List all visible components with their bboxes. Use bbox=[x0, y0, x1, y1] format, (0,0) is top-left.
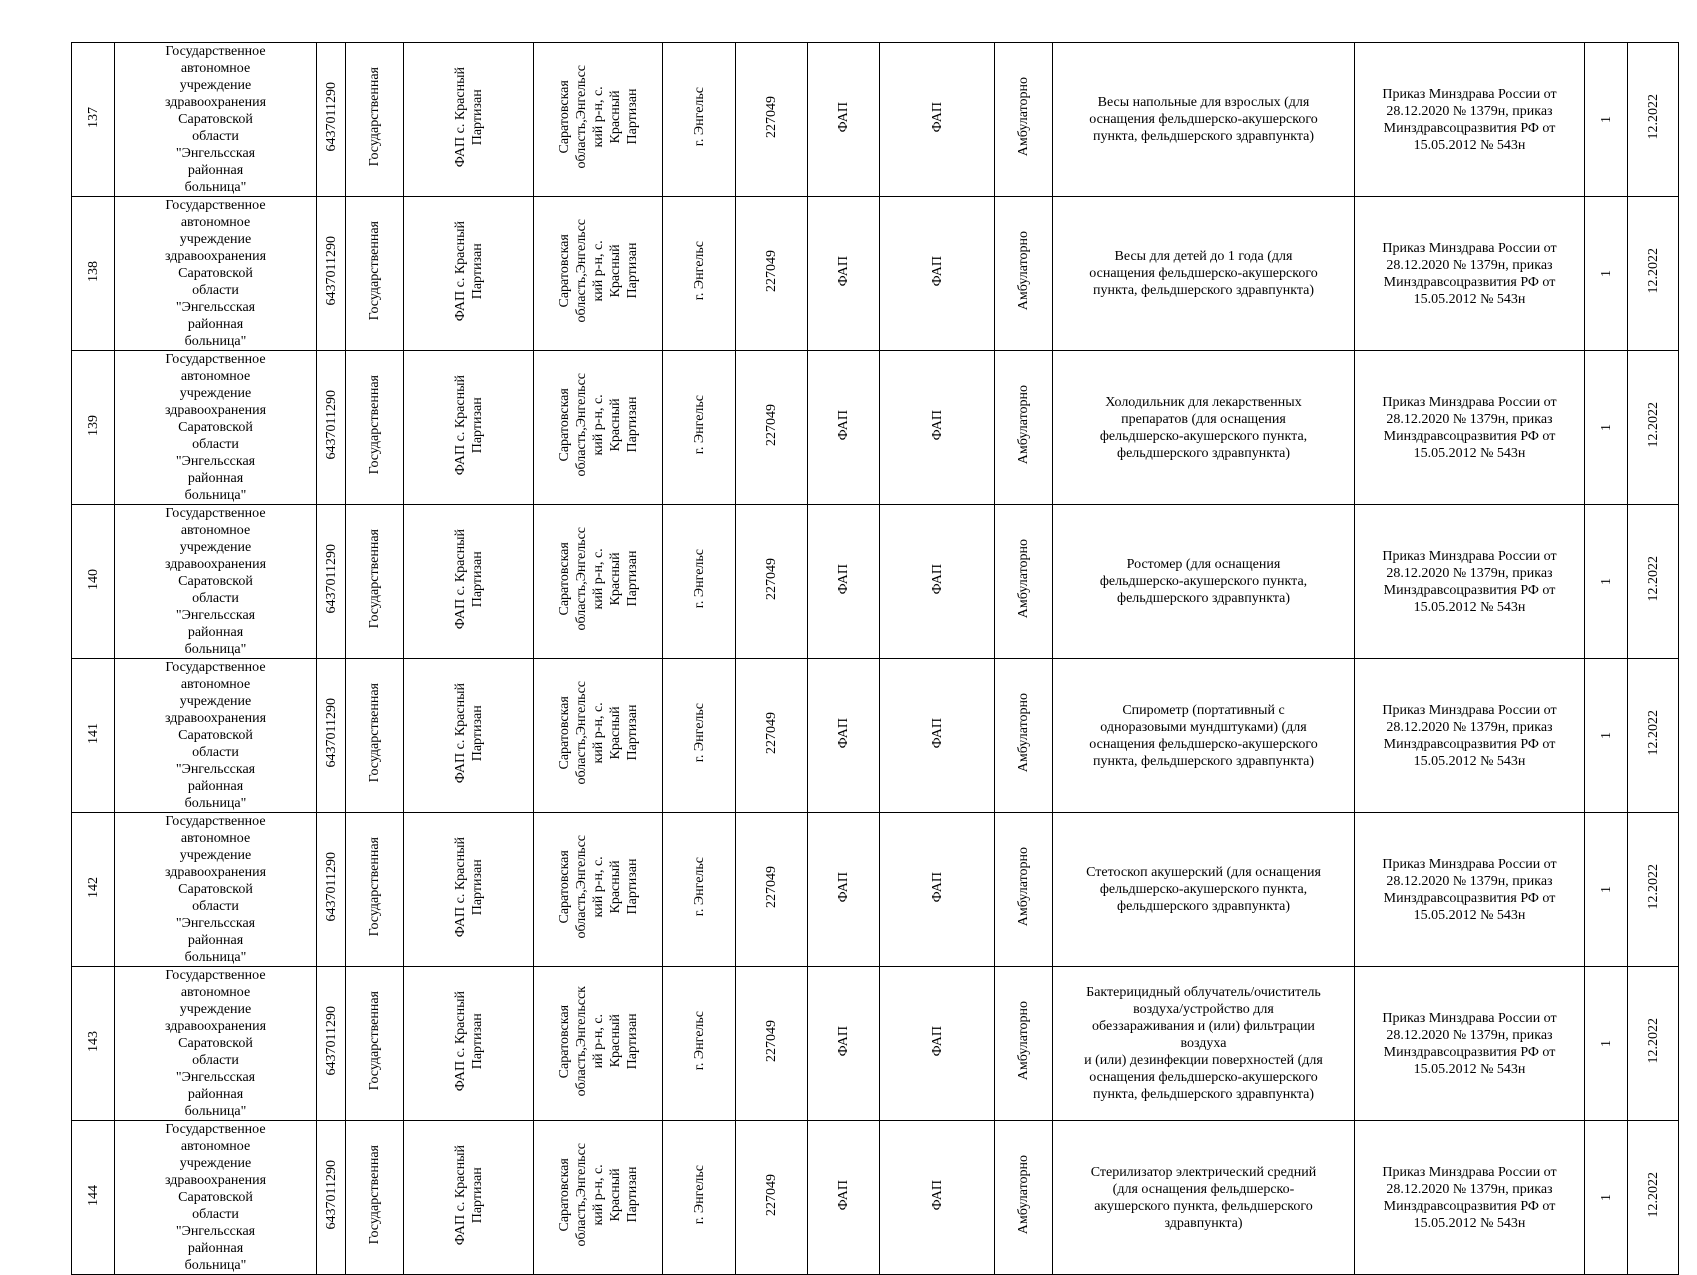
ownership-cell bbox=[346, 659, 404, 813]
code-cell bbox=[736, 659, 808, 813]
address: Саратовская область,Энгельсс кий р-н, с. Красный Партизан bbox=[556, 373, 640, 477]
equipment-name: Спирометр (портативный с одноразовыми мундштуками) (для оснащения фельдшерско-акушерского пункта, фельдшерского здравпункта) bbox=[1089, 702, 1318, 769]
type2-cell bbox=[880, 1121, 995, 1275]
type1-cell bbox=[808, 351, 880, 505]
care-cell bbox=[995, 197, 1053, 351]
care-form: Амбулаторно bbox=[1016, 231, 1031, 311]
inn-cell bbox=[317, 197, 346, 351]
ownership: Государственная bbox=[367, 1145, 382, 1245]
city: г. Энгельс bbox=[691, 549, 707, 609]
ownership: Государственная bbox=[367, 221, 382, 321]
row-number: 141 bbox=[85, 722, 101, 744]
row-number: 138 bbox=[85, 260, 101, 282]
inn-cell bbox=[317, 659, 346, 813]
qty-cell bbox=[1585, 197, 1628, 351]
qty-cell bbox=[1585, 43, 1628, 197]
facility-cell bbox=[404, 659, 534, 813]
order-cell bbox=[1355, 505, 1585, 659]
ownership-cell bbox=[346, 813, 404, 967]
quantity: 1 bbox=[1598, 732, 1614, 739]
equipment-table bbox=[71, 42, 1679, 1275]
type1-cell bbox=[808, 197, 880, 351]
date: 12.2022 bbox=[1645, 556, 1661, 602]
date-cell bbox=[1628, 197, 1679, 351]
table-row bbox=[72, 813, 1679, 967]
city-cell bbox=[663, 659, 736, 813]
regulation-order: Приказ Минздрава России от 28.12.2020 № 1379н, приказ Минздравсоцразвития РФ от 15.05.2012 № 543н bbox=[1382, 702, 1557, 769]
inn: 6437011290 bbox=[323, 236, 339, 306]
facility: ФАП с. Красный Партизан bbox=[452, 66, 485, 168]
type2-cell bbox=[880, 351, 995, 505]
facility: ФАП с. Красный Партизан bbox=[452, 374, 485, 476]
regulation-order: Приказ Минздрава России от 28.12.2020 № 1379н, приказ Минздравсоцразвития РФ от 15.05.2012 № 543н bbox=[1382, 1010, 1557, 1077]
type1: ФАП bbox=[836, 1179, 851, 1211]
qty-cell bbox=[1585, 351, 1628, 505]
code: 227049 bbox=[764, 1174, 779, 1216]
organization-name: Государственное автономное учреждение здравоохранения Саратовской области "Энгельсская районная больница" bbox=[164, 198, 267, 349]
care-cell bbox=[995, 813, 1053, 967]
inn: 6437011290 bbox=[323, 390, 339, 460]
row-number-cell bbox=[72, 813, 115, 967]
row-number-cell bbox=[72, 505, 115, 659]
organization-cell bbox=[115, 659, 317, 813]
type1: ФАП bbox=[836, 871, 851, 903]
organization-name: Государственное автономное учреждение здравоохранения Саратовской области "Энгельсская районная больница" bbox=[164, 1122, 267, 1273]
care-form: Амбулаторно bbox=[1016, 539, 1031, 619]
equipment-cell bbox=[1053, 967, 1355, 1121]
date: 12.2022 bbox=[1645, 1172, 1661, 1218]
inn: 6437011290 bbox=[323, 1160, 339, 1230]
date-cell bbox=[1628, 813, 1679, 967]
address: Саратовская область,Энгельсс кий р-н, с. Красный Партизан bbox=[556, 219, 640, 323]
facility-cell bbox=[404, 351, 534, 505]
city: г. Энгельс bbox=[691, 703, 707, 763]
city-cell bbox=[663, 197, 736, 351]
type2-cell bbox=[880, 197, 995, 351]
regulation-order: Приказ Минздрава России от 28.12.2020 № 1379н, приказ Минздравсоцразвития РФ от 15.05.2012 № 543н bbox=[1382, 240, 1557, 307]
city: г. Энгельс bbox=[691, 87, 707, 147]
city: г. Энгельс bbox=[691, 857, 707, 917]
equipment-name: Стерилизатор электрический средний (для оснащения фельдшерско- акушерского пункта, фельдшерского здравпункта) bbox=[1090, 1164, 1317, 1231]
type2: ФАП bbox=[929, 717, 945, 749]
code: 227049 bbox=[764, 866, 779, 908]
date-cell bbox=[1628, 967, 1679, 1121]
date: 12.2022 bbox=[1645, 248, 1661, 294]
type1-cell bbox=[808, 967, 880, 1121]
qty-cell bbox=[1585, 505, 1628, 659]
code-cell bbox=[736, 1121, 808, 1275]
ownership-cell bbox=[346, 43, 404, 197]
equipment-cell bbox=[1053, 197, 1355, 351]
table-row bbox=[72, 967, 1679, 1121]
type2-cell bbox=[880, 813, 995, 967]
date-cell bbox=[1628, 351, 1679, 505]
equipment-cell bbox=[1053, 505, 1355, 659]
city: г. Энгельс bbox=[691, 395, 707, 455]
address-cell bbox=[534, 813, 663, 967]
date-cell bbox=[1628, 505, 1679, 659]
facility-cell bbox=[404, 813, 534, 967]
table-row bbox=[72, 505, 1679, 659]
row-number-cell bbox=[72, 43, 115, 197]
ownership-cell bbox=[346, 351, 404, 505]
care-form: Амбулаторно bbox=[1016, 1155, 1031, 1235]
type1: ФАП bbox=[836, 255, 851, 287]
organization-name: Государственное автономное учреждение здравоохранения Саратовской области "Энгельсская районная больница" bbox=[164, 506, 267, 657]
qty-cell bbox=[1585, 813, 1628, 967]
row-number-cell bbox=[72, 351, 115, 505]
equipment-name: Весы для детей до 1 года (для оснащения фельдшерско-акушерского пункта, фельдшерского здравпункта) bbox=[1089, 249, 1318, 298]
table-row bbox=[72, 659, 1679, 813]
date-cell bbox=[1628, 1121, 1679, 1275]
organization-cell bbox=[115, 1121, 317, 1275]
row-number: 137 bbox=[85, 106, 101, 128]
facility-cell bbox=[404, 967, 534, 1121]
date: 12.2022 bbox=[1645, 710, 1661, 756]
order-cell bbox=[1355, 351, 1585, 505]
organization-name: Государственное автономное учреждение здравоохранения Саратовской области "Энгельсская районная больница" bbox=[164, 968, 267, 1119]
inn-cell bbox=[317, 1121, 346, 1275]
regulation-order: Приказ Минздрава России от 28.12.2020 № 1379н, приказ Минздравсоцразвития РФ от 15.05.2012 № 543н bbox=[1382, 856, 1557, 923]
equipment-cell bbox=[1053, 659, 1355, 813]
quantity: 1 bbox=[1598, 578, 1614, 585]
ownership-cell bbox=[346, 1121, 404, 1275]
code: 227049 bbox=[764, 1020, 779, 1062]
address-cell bbox=[534, 1121, 663, 1275]
type2: ФАП bbox=[929, 1179, 945, 1211]
order-cell bbox=[1355, 1121, 1585, 1275]
type2: ФАП bbox=[929, 101, 945, 133]
care-form: Амбулаторно bbox=[1016, 847, 1031, 927]
address-cell bbox=[534, 197, 663, 351]
date: 12.2022 bbox=[1645, 94, 1661, 140]
inn-cell bbox=[317, 967, 346, 1121]
code-cell bbox=[736, 813, 808, 967]
qty-cell bbox=[1585, 1121, 1628, 1275]
type1: ФАП bbox=[836, 717, 851, 749]
address: Саратовская область,Энгельсс кий р-н, с. Красный Партизан bbox=[556, 835, 640, 939]
code-cell bbox=[736, 197, 808, 351]
ownership-cell bbox=[346, 505, 404, 659]
city-cell bbox=[663, 1121, 736, 1275]
organization-cell bbox=[115, 197, 317, 351]
facility: ФАП с. Красный Партизан bbox=[452, 836, 485, 938]
inn-cell bbox=[317, 351, 346, 505]
type1: ФАП bbox=[836, 563, 851, 595]
quantity: 1 bbox=[1598, 1040, 1614, 1047]
organization-cell bbox=[115, 967, 317, 1121]
equipment-name: Холодильник для лекарственных препаратов (для оснащения фельдшерско-акушерского пункта, фельдшерского здравпункта) bbox=[1099, 394, 1308, 461]
ownership: Государственная bbox=[367, 375, 382, 475]
quantity: 1 bbox=[1598, 116, 1614, 123]
type1-cell bbox=[808, 813, 880, 967]
date: 12.2022 bbox=[1645, 402, 1661, 448]
quantity: 1 bbox=[1598, 424, 1614, 431]
order-cell bbox=[1355, 967, 1585, 1121]
care-cell bbox=[995, 967, 1053, 1121]
organization-cell bbox=[115, 813, 317, 967]
row-number: 144 bbox=[85, 1184, 101, 1206]
regulation-order: Приказ Минздрава России от 28.12.2020 № 1379н, приказ Минздравсоцразвития РФ от 15.05.2012 № 543н bbox=[1382, 1164, 1557, 1231]
row-number: 140 bbox=[85, 568, 101, 590]
ownership: Государственная bbox=[367, 837, 382, 937]
facility: ФАП с. Красный Партизан bbox=[452, 220, 485, 322]
type1-cell bbox=[808, 659, 880, 813]
type2-cell bbox=[880, 967, 995, 1121]
city-cell bbox=[663, 813, 736, 967]
equipment-cell bbox=[1053, 43, 1355, 197]
table-row bbox=[72, 43, 1679, 197]
code: 227049 bbox=[764, 712, 779, 754]
quantity: 1 bbox=[1598, 270, 1614, 277]
facility: ФАП с. Красный Партизан bbox=[452, 1144, 485, 1246]
regulation-order: Приказ Минздрава России от 28.12.2020 № 1379н, приказ Минздравсоцразвития РФ от 15.05.2012 № 543н bbox=[1382, 394, 1557, 461]
care-form: Амбулаторно bbox=[1016, 77, 1031, 157]
ownership: Государственная bbox=[367, 67, 382, 167]
equipment-cell bbox=[1053, 1121, 1355, 1275]
table-row bbox=[72, 197, 1679, 351]
type2: ФАП bbox=[929, 871, 945, 903]
qty-cell bbox=[1585, 967, 1628, 1121]
inn: 6437011290 bbox=[323, 544, 339, 614]
facility-cell bbox=[404, 505, 534, 659]
equipment-name: Весы напольные для взрослых (для оснащения фельдшерско-акушерского пункта, фельдшерского здравпункта) bbox=[1089, 95, 1318, 144]
care-cell bbox=[995, 659, 1053, 813]
inn: 6437011290 bbox=[323, 852, 339, 922]
code: 227049 bbox=[764, 250, 779, 292]
ownership-cell bbox=[346, 967, 404, 1121]
date-cell bbox=[1628, 659, 1679, 813]
row-number: 139 bbox=[85, 414, 101, 436]
type2-cell bbox=[880, 43, 995, 197]
row-number-cell bbox=[72, 197, 115, 351]
address-cell bbox=[534, 505, 663, 659]
order-cell bbox=[1355, 813, 1585, 967]
ownership: Государственная bbox=[367, 529, 382, 629]
quantity: 1 bbox=[1598, 886, 1614, 893]
equipment-name: Стетоскоп акушерский (для оснащения фельдшерско-акушерского пункта, фельдшерского здравпункта) bbox=[1086, 865, 1321, 914]
type2: ФАП bbox=[929, 255, 945, 287]
ownership: Государственная bbox=[367, 991, 382, 1091]
regulation-order: Приказ Минздрава России от 28.12.2020 № 1379н, приказ Минздравсоцразвития РФ от 15.05.2012 № 543н bbox=[1382, 86, 1557, 153]
row-number: 143 bbox=[85, 1030, 101, 1052]
organization-cell bbox=[115, 43, 317, 197]
address: Саратовская область,Энгельсск ий р-н, с. Красный Партизан bbox=[556, 985, 640, 1097]
equipment-name: Бактерицидный облучатель/очиститель воздуха/устройство для обеззараживания и (или) фильтрации воздуха и (или) дезинфекции поверхностей (для оснащения фельдшерско-акушерского пункта, фельдшерского здравпункта) bbox=[1084, 985, 1323, 1102]
code-cell bbox=[736, 505, 808, 659]
type1: ФАП bbox=[836, 101, 851, 133]
care-cell bbox=[995, 505, 1053, 659]
care-form: Амбулаторно bbox=[1016, 385, 1031, 465]
type1-cell bbox=[808, 1121, 880, 1275]
code: 227049 bbox=[764, 558, 779, 600]
organization-name: Государственное автономное учреждение здравоохранения Саратовской области "Энгельсская районная больница" bbox=[164, 44, 267, 195]
care-form: Амбулаторно bbox=[1016, 693, 1031, 773]
type2-cell bbox=[880, 505, 995, 659]
facility: ФАП с. Красный Партизан bbox=[452, 528, 485, 630]
qty-cell bbox=[1585, 659, 1628, 813]
code-cell bbox=[736, 43, 808, 197]
order-cell bbox=[1355, 43, 1585, 197]
address-cell bbox=[534, 659, 663, 813]
equipment-name: Ростомер (для оснащения фельдшерско-акушерского пункта, фельдшерского здравпункта) bbox=[1099, 557, 1308, 606]
order-cell bbox=[1355, 659, 1585, 813]
code: 227049 bbox=[764, 404, 779, 446]
city-cell bbox=[663, 505, 736, 659]
facility-cell bbox=[404, 1121, 534, 1275]
order-cell bbox=[1355, 197, 1585, 351]
inn: 6437011290 bbox=[323, 82, 339, 152]
date: 12.2022 bbox=[1645, 1018, 1661, 1064]
code-cell bbox=[736, 351, 808, 505]
table-row bbox=[72, 351, 1679, 505]
inn: 6437011290 bbox=[323, 1006, 339, 1076]
care-cell bbox=[995, 43, 1053, 197]
facility: ФАП с. Красный Партизан bbox=[452, 682, 485, 784]
equipment-cell bbox=[1053, 813, 1355, 967]
ownership: Государственная bbox=[367, 683, 382, 783]
inn: 6437011290 bbox=[323, 698, 339, 768]
inn-cell bbox=[317, 505, 346, 659]
city: г. Энгельс bbox=[691, 241, 707, 301]
organization-cell bbox=[115, 505, 317, 659]
quantity: 1 bbox=[1598, 1194, 1614, 1201]
date-cell bbox=[1628, 43, 1679, 197]
regulation-order: Приказ Минздрава России от 28.12.2020 № 1379н, приказ Минздравсоцразвития РФ от 15.05.2012 № 543н bbox=[1382, 548, 1557, 615]
address-cell bbox=[534, 967, 663, 1121]
city-cell bbox=[663, 351, 736, 505]
row-number: 142 bbox=[85, 876, 101, 898]
care-cell bbox=[995, 351, 1053, 505]
code-cell bbox=[736, 967, 808, 1121]
type1: ФАП bbox=[836, 409, 851, 441]
code: 227049 bbox=[764, 96, 779, 138]
facility-cell bbox=[404, 43, 534, 197]
organization-name: Государственное автономное учреждение здравоохранения Саратовской области "Энгельсская районная больница" bbox=[164, 660, 267, 811]
address: Саратовская область,Энгельсс кий р-н, с. Красный Партизан bbox=[556, 1143, 640, 1247]
type2-cell bbox=[880, 659, 995, 813]
inn-cell bbox=[317, 43, 346, 197]
date: 12.2022 bbox=[1645, 864, 1661, 910]
ownership-cell bbox=[346, 197, 404, 351]
inn-cell bbox=[317, 813, 346, 967]
facility: ФАП с. Красный Партизан bbox=[452, 990, 485, 1092]
organization-cell bbox=[115, 351, 317, 505]
type1: ФАП bbox=[836, 1025, 851, 1057]
address: Саратовская область,Энгельсс кий р-н, с. Красный Партизан bbox=[556, 65, 640, 169]
address-cell bbox=[534, 43, 663, 197]
table-row bbox=[72, 1121, 1679, 1275]
city: г. Энгельс bbox=[691, 1165, 707, 1225]
facility-cell bbox=[404, 197, 534, 351]
type1-cell bbox=[808, 43, 880, 197]
care-cell bbox=[995, 1121, 1053, 1275]
row-number-cell bbox=[72, 1121, 115, 1275]
row-number-cell bbox=[72, 967, 115, 1121]
city-cell bbox=[663, 43, 736, 197]
organization-name: Государственное автономное учреждение здравоохранения Саратовской области "Энгельсская районная больница" bbox=[164, 352, 267, 503]
address: Саратовская область,Энгельсс кий р-н, с. Красный Партизан bbox=[556, 681, 640, 785]
city: г. Энгельс bbox=[691, 1011, 707, 1071]
city-cell bbox=[663, 967, 736, 1121]
type1-cell bbox=[808, 505, 880, 659]
type2: ФАП bbox=[929, 563, 945, 595]
row-number-cell bbox=[72, 659, 115, 813]
address: Саратовская область,Энгельсс кий р-н, с. Красный Партизан bbox=[556, 527, 640, 631]
type2: ФАП bbox=[929, 1025, 945, 1057]
equipment-cell bbox=[1053, 351, 1355, 505]
care-form: Амбулаторно bbox=[1016, 1001, 1031, 1081]
organization-name: Государственное автономное учреждение здравоохранения Саратовской области "Энгельсская районная больница" bbox=[164, 814, 267, 965]
address-cell bbox=[534, 351, 663, 505]
type2: ФАП bbox=[929, 409, 945, 441]
